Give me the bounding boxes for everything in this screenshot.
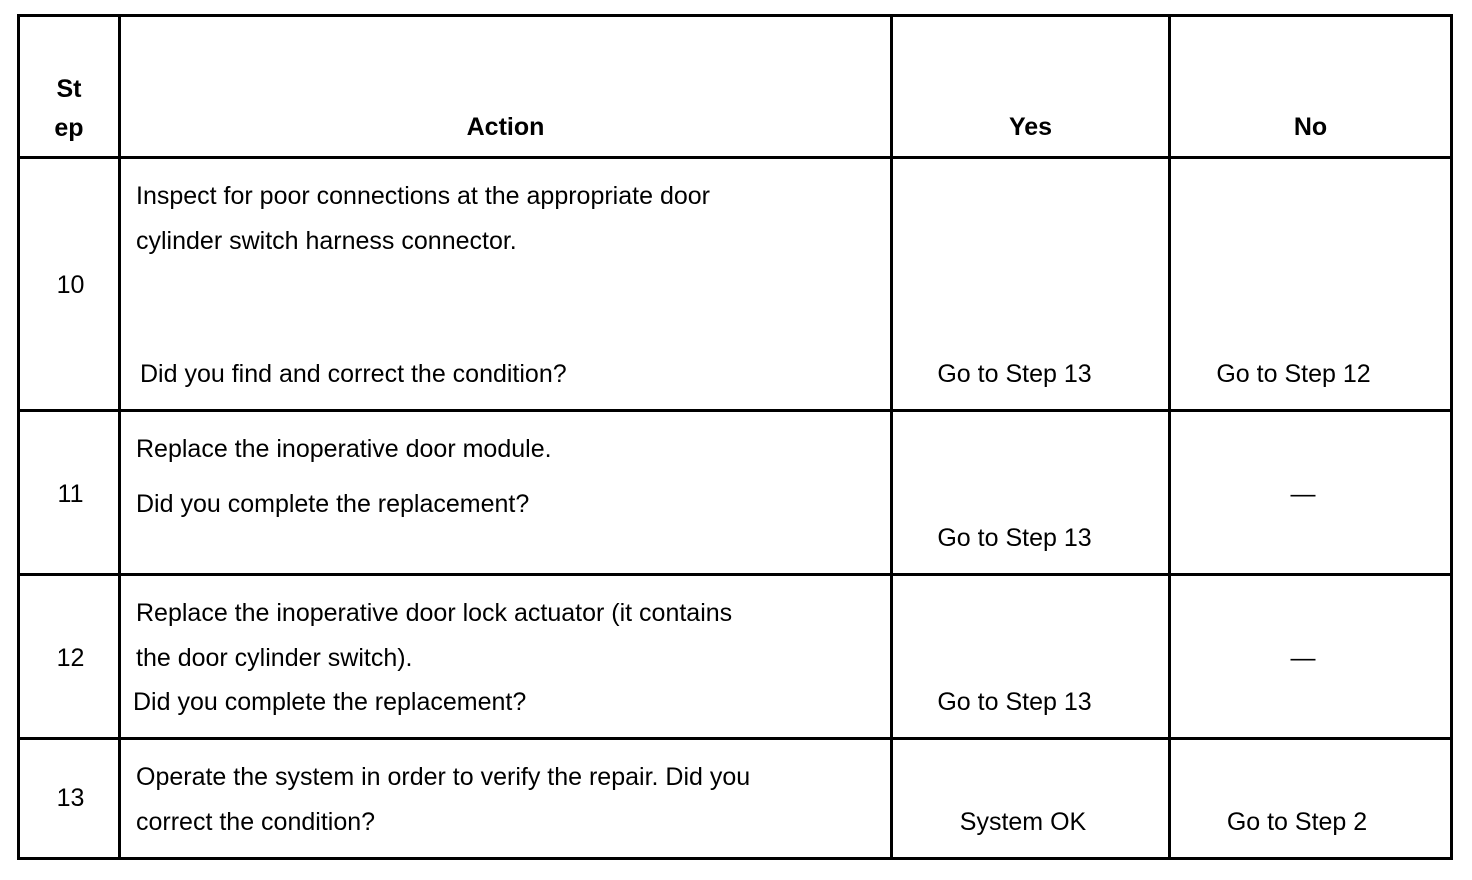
- header-step: [20, 74, 118, 143]
- step-number: 11: [57, 480, 84, 508]
- yes-result: System OK: [959, 808, 1087, 836]
- no-result: —: [1290, 480, 1316, 508]
- action-question: Did you find and correct the condition?: [140, 360, 567, 388]
- header-divider: [17, 156, 1453, 159]
- action-question: Did you complete the replacement?: [136, 490, 530, 518]
- row-divider: [17, 573, 1453, 576]
- table-border-right: [1450, 14, 1453, 860]
- row-divider: [17, 737, 1453, 740]
- no-result: Go to Step 2: [1226, 808, 1368, 836]
- header-yes: Yes: [1008, 113, 1053, 141]
- action-text: the door cylinder switch).: [136, 644, 413, 672]
- yes-result: Go to Step 13: [937, 360, 1092, 388]
- header-no: No: [1293, 113, 1328, 141]
- action-question: Did you complete the replacement?: [133, 688, 527, 716]
- header-step-line1: St: [56, 75, 82, 103]
- action-text: cylinder switch harness connector.: [136, 227, 517, 255]
- action-text: Inspect for poor connections at the appropriate door: [136, 182, 710, 210]
- step-number: 13: [56, 784, 85, 812]
- no-result: Go to Step 12: [1216, 360, 1371, 388]
- row-divider: [17, 409, 1453, 412]
- header-step-line2: ep: [54, 114, 84, 142]
- action-text: Replace the inoperative door lock actuator (it contains: [136, 599, 733, 627]
- table-border-top: [17, 14, 1453, 17]
- action-text: Operate the system in order to verify the repair. Did you: [136, 763, 751, 791]
- action-text: Replace the inoperative door module.: [136, 435, 552, 463]
- action-text: correct the condition?: [136, 808, 376, 836]
- step-number: 10: [56, 271, 85, 299]
- yes-result: Go to Step 13: [937, 688, 1092, 716]
- step-number: 12: [56, 644, 85, 672]
- no-result: —: [1290, 644, 1316, 672]
- table-border-bottom: [17, 857, 1453, 860]
- header-action: Action: [466, 113, 545, 141]
- diagnostic-table: [17, 14, 1453, 860]
- yes-result: Go to Step 13: [937, 524, 1092, 552]
